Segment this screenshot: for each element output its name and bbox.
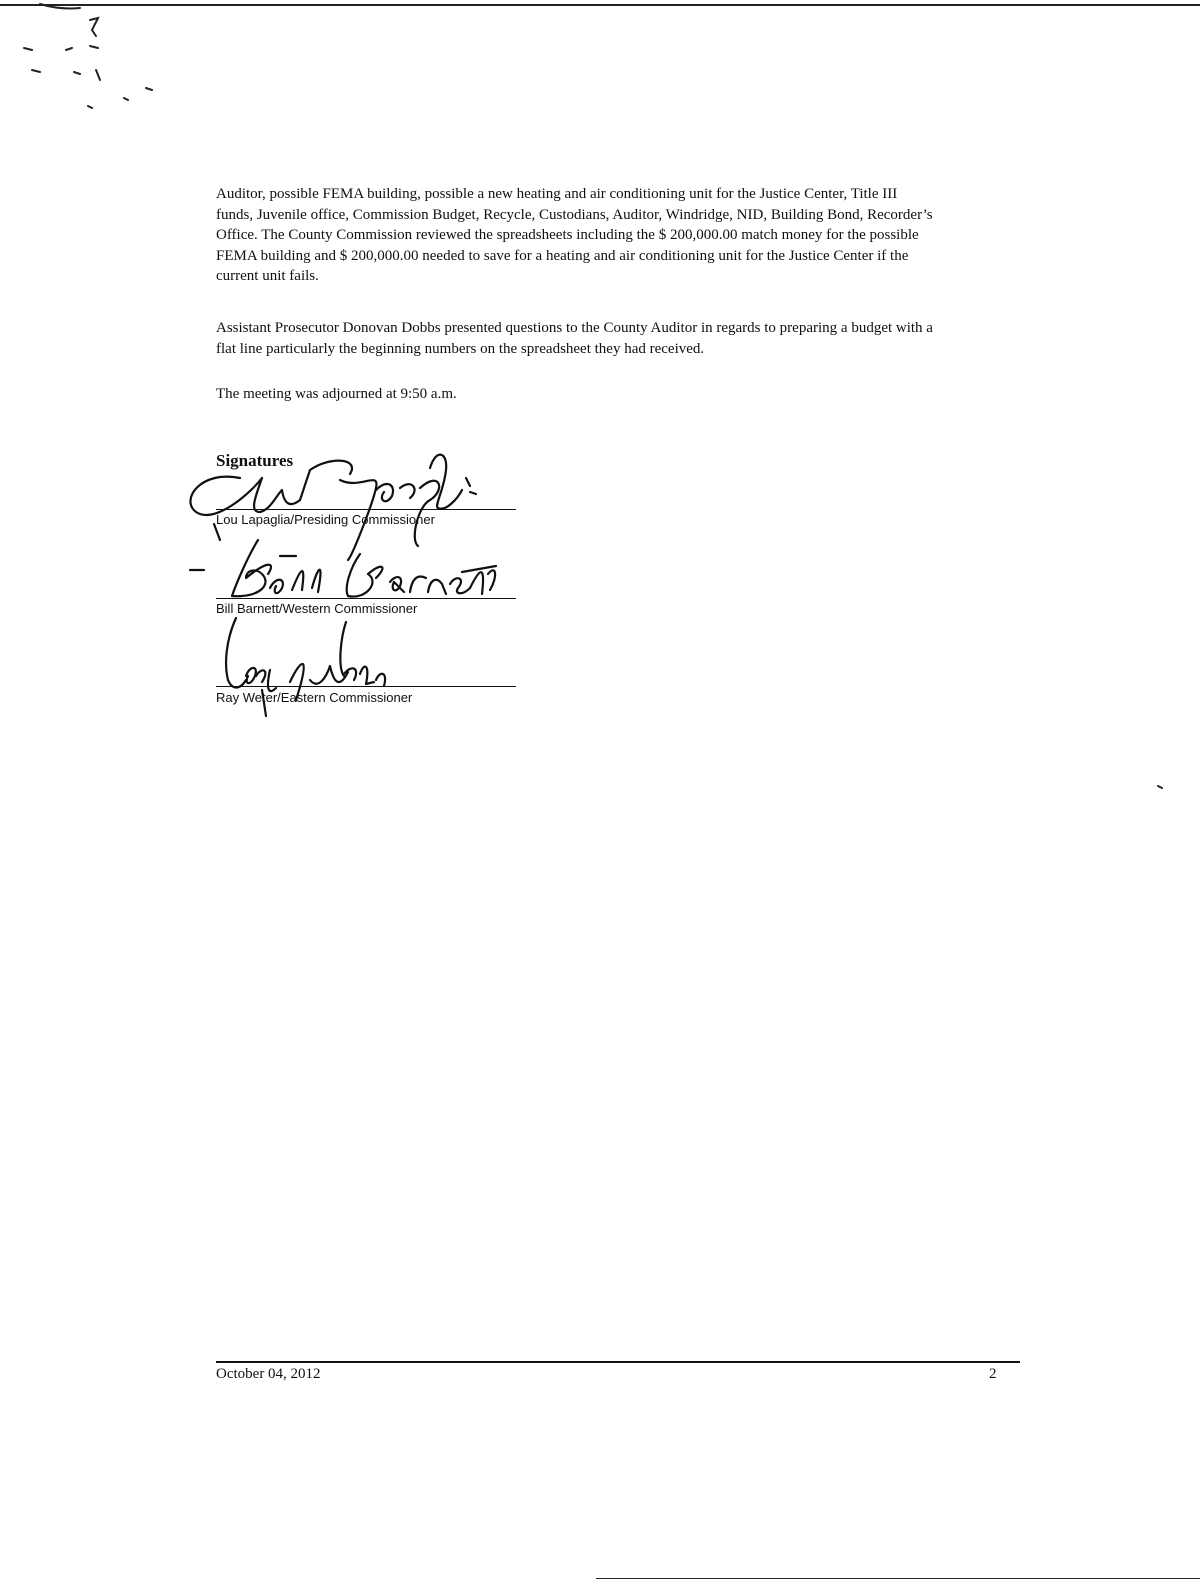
- scan-top-line: [0, 4, 1200, 6]
- signatures-heading: Signatures: [216, 451, 294, 470]
- footer-date: October 04, 2012: [216, 1366, 321, 1382]
- signer-caption-eastern: Ray Weter/Eastern Commissioner: [216, 690, 413, 705]
- signature-bill-barnett: [190, 540, 496, 597]
- signature-line-2: [216, 598, 516, 599]
- signature-line-1: [216, 509, 516, 510]
- body-paragraph-adjourned: The meeting was adjourned at 9:50 a.m.: [216, 386, 457, 402]
- signer-caption-presiding: Lou Lapaglia/Presiding Commissioner: [216, 512, 435, 527]
- scan-bottom-line: [596, 1578, 1200, 1579]
- body-paragraph-agenda: Auditor, possible FEMA building, possible a new heating and air conditioning unit for the Justice Center, Title III funds, Juvenile office, Commission Budget, Recycle, Custodians, Auditor, Windridge, NID, Building Bond, Recorder’s Office. The County Commission reviewed the spreadsheets including the $ 200,000.00 match money for the possible FEMA building and $ 200,000.00 needed to save for a heating and air conditioning unit for the Justice Center if the current unit fails.: [216, 186, 933, 284]
- signer-caption-western: Bill Barnett/Western Commissioner: [216, 601, 418, 616]
- page-number: 2: [989, 1366, 997, 1382]
- body-paragraph-prosecutor: Assistant Prosecutor Donovan Dobbs presented questions to the County Auditor in regards to preparing a budget with a flat line particularly the beginning numbers on the spreadsheet they had received.: [216, 320, 933, 357]
- footer-rule: [216, 1361, 1020, 1363]
- signature-line-3: [216, 686, 516, 687]
